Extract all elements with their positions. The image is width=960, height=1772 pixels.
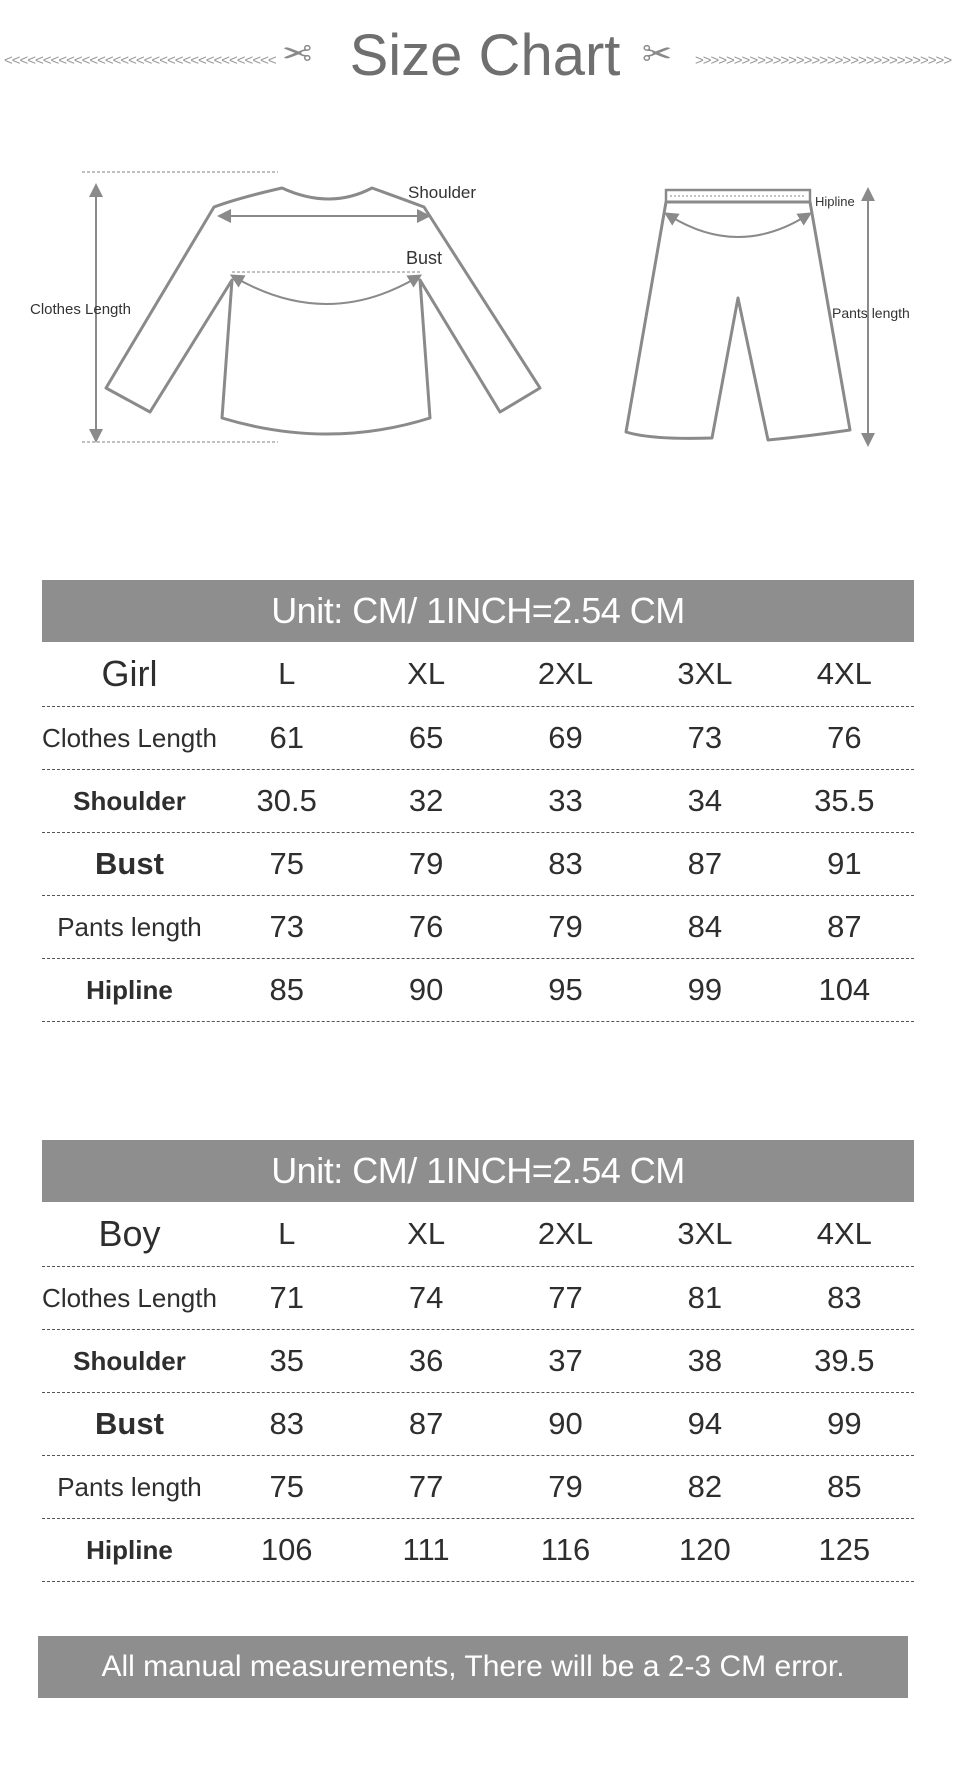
table-cell: 71 [269, 1280, 304, 1315]
shoulder-label: Shoulder [408, 183, 477, 202]
row-label: Clothes Length [42, 722, 217, 753]
table-cell: 90 [408, 972, 444, 1007]
table-cell: 61 [269, 720, 304, 755]
table-cell: 83 [827, 1280, 862, 1315]
table-row [42, 707, 914, 770]
table-cell: 90 [548, 1406, 583, 1441]
clothes-length-label: Clothes Length [30, 301, 131, 318]
hipline-arrow [670, 216, 806, 237]
table-cell: 99 [687, 972, 723, 1007]
bust-label: Bust [406, 248, 443, 268]
girl-size-table [42, 580, 914, 1022]
table-cell: 35 [269, 1343, 304, 1378]
table-cell: 106 [260, 1532, 313, 1567]
table-row [42, 1330, 914, 1393]
table-cell: 99 [827, 1406, 862, 1441]
row-label: Bust [95, 846, 164, 881]
table-cell: 125 [818, 1532, 871, 1567]
scissors-icon: ✂ [642, 33, 673, 74]
table-cell: 85 [827, 1469, 862, 1504]
table-cell: 81 [687, 1280, 723, 1315]
table-cell: 75 [269, 846, 304, 881]
table-cell: 104 [818, 972, 871, 1007]
scissors-icon: ✂ [282, 33, 313, 74]
pants-length-label: Pants length [832, 305, 910, 321]
table-cell: 33 [548, 783, 583, 818]
row-label: Hipline [86, 1534, 173, 1565]
table-cell: 32 [408, 783, 444, 818]
table-cell: 120 [679, 1532, 731, 1567]
table-cell: 65 [408, 720, 444, 755]
table-row [42, 1393, 914, 1456]
size-header: 4XL [816, 656, 872, 691]
bust-arrow [236, 278, 416, 304]
table-cell: 75 [269, 1469, 304, 1504]
size-header: 2XL [537, 656, 594, 691]
table-cell: 73 [687, 720, 723, 755]
table-row [42, 1267, 914, 1330]
chevron-decoration-left: <<<<<<<<<<<<<<<<<<<<<<<<<<<<<<<<<<< [4, 52, 276, 69]
size-header: 2XL [537, 1216, 594, 1251]
table-cell: 87 [827, 909, 862, 944]
table-cell: 77 [408, 1469, 444, 1504]
table-cell: 83 [548, 846, 583, 881]
table-cell: 87 [687, 846, 723, 881]
size-header: XL [407, 656, 446, 691]
group-label: Girl [101, 653, 158, 694]
table-cell: 35.5 [814, 783, 875, 818]
table-cell: 111 [402, 1532, 450, 1567]
shirt-diagram [30, 172, 540, 442]
row-label: Pants length [57, 1471, 202, 1502]
row-label: Bust [95, 1406, 164, 1441]
group-label: Boy [98, 1213, 161, 1254]
table-row [42, 770, 914, 833]
pants-diagram [626, 190, 910, 440]
table-cell: 83 [269, 1406, 304, 1441]
unit-banner: Unit: CM/ 1INCH=2.54 CM [42, 1140, 914, 1202]
row-label: Pants length [57, 911, 202, 942]
table-cell: 79 [548, 909, 583, 944]
size-chart-header [0, 22, 960, 92]
table-row [42, 896, 914, 959]
table-cell: 69 [548, 720, 583, 755]
table-cell: 76 [408, 909, 444, 944]
shirt-outline [106, 188, 540, 434]
table-cell: 39.5 [814, 1343, 875, 1378]
table-cell: 91 [827, 846, 862, 881]
unit-banner: Unit: CM/ 1INCH=2.54 CM [42, 580, 914, 642]
table-cell: 76 [827, 720, 862, 755]
size-header: L [278, 656, 296, 691]
table-cell: 79 [548, 1469, 583, 1504]
row-label: Clothes Length [42, 1282, 217, 1313]
table-cell: 34 [687, 783, 723, 818]
table-cell: 95 [548, 972, 583, 1007]
measurement-note: All manual measurements, There will be a 2-3 CM error. [38, 1636, 908, 1698]
size-header: L [278, 1216, 296, 1251]
size-header: XL [407, 1216, 446, 1251]
table-cell: 74 [408, 1280, 444, 1315]
table-cell: 37 [548, 1343, 583, 1378]
table-header-row [42, 642, 914, 707]
table-cell: 116 [540, 1532, 591, 1567]
table-cell: 84 [687, 909, 723, 944]
table-cell: 79 [408, 846, 444, 881]
table-cell: 94 [687, 1406, 723, 1441]
row-label: Shoulder [73, 1345, 186, 1376]
table-row [42, 833, 914, 896]
size-header: 3XL [677, 656, 733, 691]
row-label: Hipline [86, 974, 173, 1005]
table-cell: 36 [408, 1343, 444, 1378]
row-label: Shoulder [73, 785, 186, 816]
measurement-diagram [0, 150, 960, 450]
table-cell: 77 [548, 1280, 583, 1315]
table-row [42, 1519, 914, 1582]
table-cell: 87 [408, 1406, 444, 1441]
table-header-row [42, 1202, 914, 1267]
table-cell: 73 [269, 909, 304, 944]
size-header: 3XL [677, 1216, 733, 1251]
table-cell: 82 [687, 1469, 723, 1504]
table-row [42, 959, 914, 1022]
chevron-decoration-right: >>>>>>>>>>>>>>>>>>>>>>>>>>>>>>>>> [695, 52, 952, 69]
boy-size-table [42, 1140, 914, 1582]
size-header: 4XL [816, 1216, 872, 1251]
table-row [42, 1456, 914, 1519]
table-cell: 38 [687, 1343, 723, 1378]
hipline-label: Hipline [815, 194, 855, 209]
page-title: Size Chart [349, 23, 621, 88]
table-cell: 85 [269, 972, 304, 1007]
table-cell: 30.5 [256, 783, 317, 818]
